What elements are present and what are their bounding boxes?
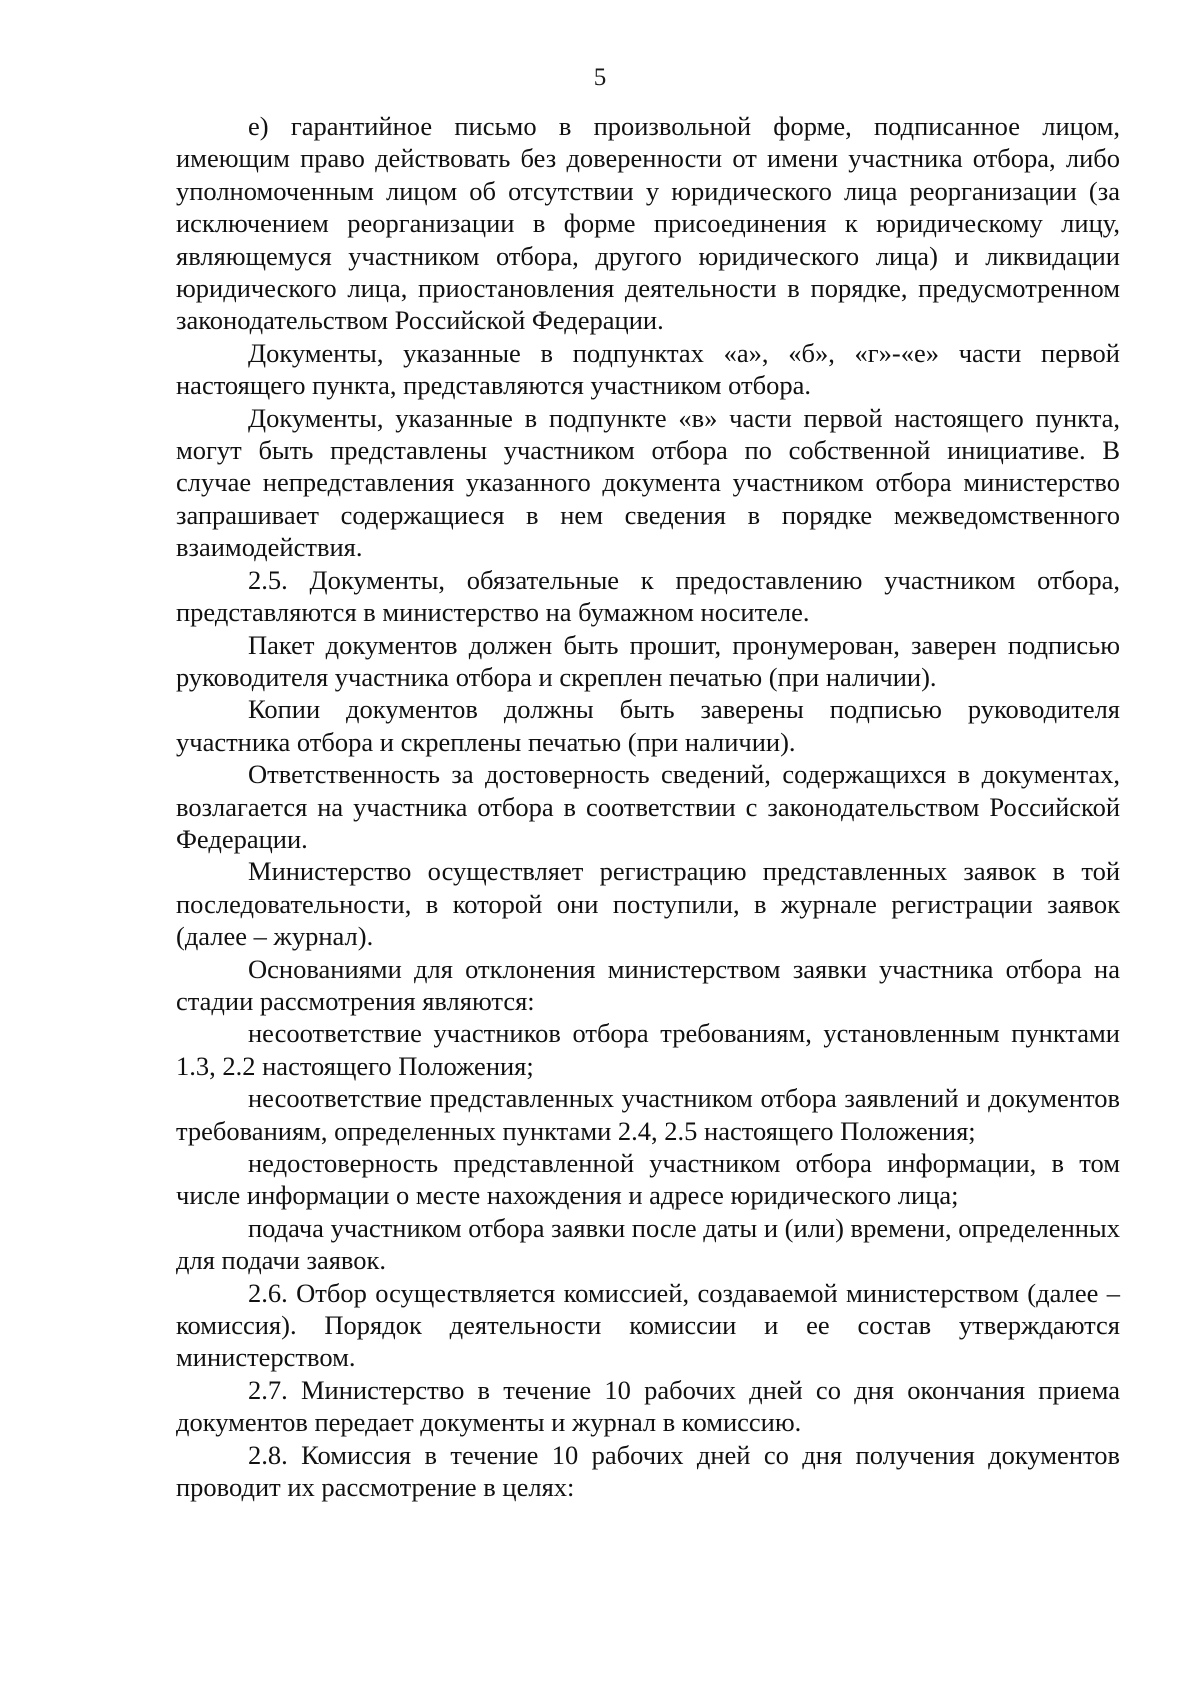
paragraph-guarantee-letter: е) гарантийное письмо в произвольной форме, подписанное лицом, имеющим право действовать без доверенности от имени участника отбора, либо уполномоченным лицом об отсутствии у юридического лица реорганизации (за исключением реорганизации в форме присоединения к юридическому лицу, являющемуся участником отбора, другого юридического лица) и ликвидации юридического лица, приостановления деятельности в порядке, предусмотренном законодательством Российской Федерации.	[176, 111, 1120, 336]
paragraph-documents-own-initiative: Документы, указанные в подпункте «в» части первой настоящего пункта, могут быть представлены участником отбора по собственной инициативе. В случае непредставления указанного документа участником отбора министерство запрашивает содержащиеся в нем сведения в порядке межведомственного взаимодействия.	[176, 402, 1120, 563]
paragraph-2-8: 2.8. Комиссия в течение 10 рабочих дней со дня получения документов проводит их рассмотрение в целях:	[176, 1439, 1120, 1503]
paragraph-ground-participant-mismatch: несоответствие участников отбора требованиям, установленным пунктами 1.3, 2.2 настоящего Положения;	[176, 1018, 1120, 1081]
paragraph-2-7: 2.7. Министерство в течение 10 рабочих дней со дня окончания приема документов передает документы и журнал в комиссию.	[176, 1374, 1120, 1438]
paragraph-registration: Министерство осуществляет регистрацию представленных заявок в той последовательности, в которой они поступили, в журнале регистрации заявок (далее – журнал).	[176, 856, 1120, 952]
paragraph-document-copies: Копии документов должны быть заверены подписью руководителя участника отбора и скреплены печатью (при наличии).	[176, 694, 1120, 757]
paragraph-2-6: 2.6. Отбор осуществляется комиссией, создаваемой министерством (далее – комиссия). Порядок деятельности комиссии и ее состав утверждаются министерством.	[176, 1277, 1120, 1373]
paragraph-document-package: Пакет документов должен быть прошит, пронумерован, заверен подписью руководителя участника отбора и скреплен печатью (при наличии).	[176, 629, 1120, 692]
document-body	[176, 110, 1120, 1503]
paragraph-ground-documents-mismatch: несоответствие представленных участником отбора заявлений и документов требованиям, определенных пунктами 2.4, 2.5 настоящего Положения;	[176, 1083, 1120, 1146]
paragraph-responsibility: Ответственность за достоверность сведений, содержащихся в документах, возлагается на участника отбора в соответствии с законодательством Российской Федерации.	[176, 759, 1120, 854]
paragraph-ground-late-submission: подача участником отбора заявки после даты и (или) времени, определенных для подачи заявок.	[176, 1212, 1120, 1276]
page-number: 5	[593, 64, 607, 91]
paragraph-2-5: 2.5. Документы, обязательные к предоставлению участником отбора, представляются в министерство на бумажном носителе.	[176, 564, 1120, 628]
paragraph-documents-submitted: Документы, указанные в подпунктах «а», «б», «г»-«е» части первой настоящего пункта, представляются участником отбора.	[176, 337, 1120, 401]
paragraph-ground-false-info: недостоверность представленной участником отбора информации, в том числе информации о месте нахождения и адресе юридического лица;	[176, 1148, 1120, 1211]
paragraph-rejection-grounds: Основаниями для отклонения министерством заявки участника отбора на стадии рассмотрения являются:	[176, 953, 1120, 1016]
